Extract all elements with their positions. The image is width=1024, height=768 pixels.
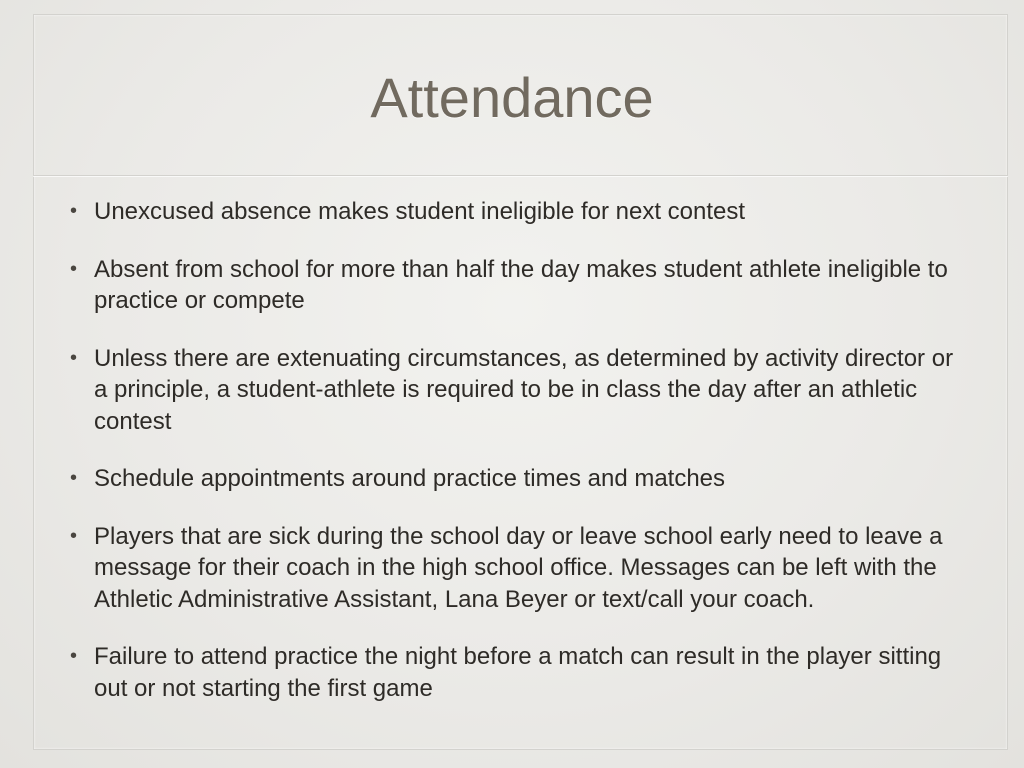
bullet-item [66, 196, 966, 228]
bullet-item [66, 521, 966, 616]
bullet-marker-icon: • [70, 524, 78, 547]
bullet-marker-icon: • [70, 467, 78, 489]
bullet-item [66, 641, 966, 704]
bullet-text: Schedule appointments around practice times and matches [94, 465, 726, 492]
bullet-item [66, 463, 966, 495]
bullet-item [66, 343, 966, 438]
bullet-item [66, 254, 966, 317]
bullet-marker-icon: • [70, 346, 78, 369]
bullet-text: Absent from school for more than half the day makes student athlete ineligible to practice or compete [94, 255, 948, 314]
bullet-text: Failure to attend practice the night before a match can result in the player sitting out or not starting the first game [94, 643, 942, 702]
bullet-text: Players that are sick during the school day or leave school early need to leave a message for their coach in the high school office. Messages can be left with the Athletic Administrative Assistant, Lana Beyer or text/call your coach. [94, 522, 943, 613]
bullet-text: Unless there are extenuating circumstances, as determined by activity director or a principle, a student-athlete is required to be in class the day after an athletic contest [94, 344, 954, 435]
title-divider [33, 175, 1008, 176]
bullet-list [66, 196, 966, 730]
slide-title: Attendance [370, 66, 654, 129]
bullet-marker-icon: • [70, 200, 78, 222]
bullet-marker-icon: • [70, 645, 78, 667]
bullet-marker-icon: • [70, 257, 78, 280]
bullet-text: Unexcused absence makes student ineligible for next contest [94, 198, 746, 225]
